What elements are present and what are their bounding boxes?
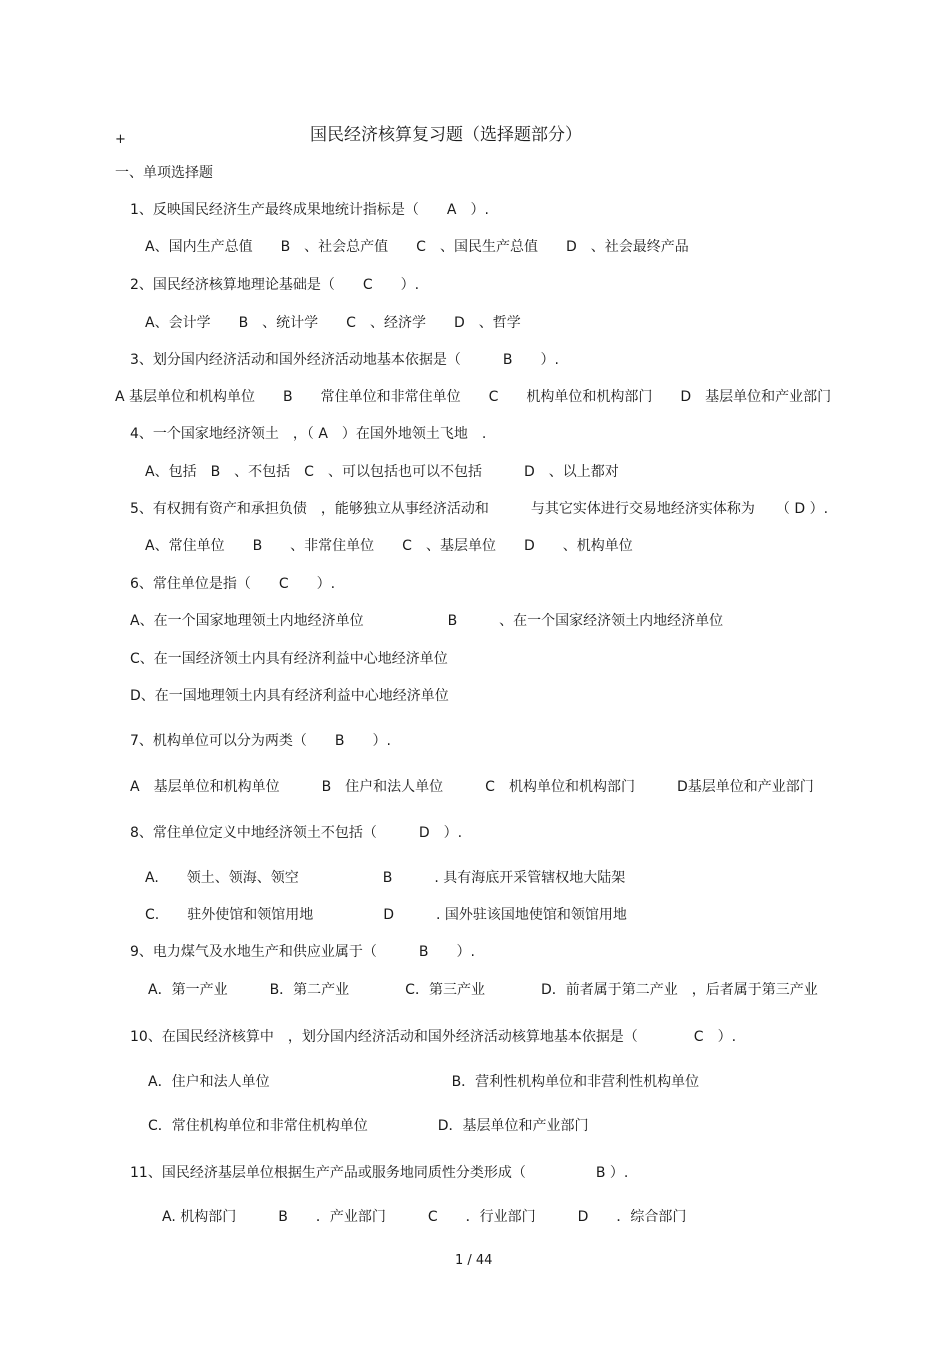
options-5: A、常住单位 B 、非常住单位 C 、基层单位 D 、机构单位 bbox=[145, 538, 633, 554]
options-2: A、会计学 B 、统计学 C 、经济学 D 、哲学 bbox=[145, 315, 521, 331]
question-9: 9、电力煤气及水地生产和供应业属于（ B ）. bbox=[130, 944, 475, 960]
question-4: 4、一个国家地经济领土 ，（ A ）在国外地领土飞地 . bbox=[130, 426, 487, 442]
page-title: 国民经济核算复习题（选择题部分） bbox=[310, 125, 582, 145]
question-11: 11、国民经济基层单位根据生产产品或服务地同质性分类形成（ B ）. bbox=[130, 1165, 629, 1181]
options-10-cd: C．常住机构单位和非常住机构单位 D．基层单位和产业部门 bbox=[148, 1118, 589, 1134]
options-8-ab: A. 领土、领海、领空 B . 具有海底开采管辖权地大陆架 bbox=[145, 870, 626, 886]
options-8-cd: C. 驻外使馆和领馆用地 D . 国外驻该国地使馆和领馆用地 bbox=[145, 907, 627, 923]
options-4: A、包括 B 、不包括 C 、可以包括也可以不包括 D 、以上都对 bbox=[145, 464, 619, 480]
options-7: A 基层单位和机构单位 B 住户和法人单位 C 机构单位和机构部门 D基层单位和产业部门 bbox=[130, 779, 814, 795]
question-2: 2、国民经济核算地理论基础是（ C ）. bbox=[130, 277, 420, 293]
question-7: 7、机构单位可以分为两类（ B ）. bbox=[130, 733, 391, 749]
question-6: 6、常住单位是指（ C ）. bbox=[130, 576, 336, 592]
question-10: 10、在国民经济核算中 ，划分国内经济活动和国外经济活动核算地基本依据是（ C ）. bbox=[130, 1029, 737, 1045]
options-3: A 基层单位和机构单位 B 常住单位和非常住单位 C 机构单位和机构部门 D 基层单位和产业部门 bbox=[115, 389, 832, 405]
question-5: 5、有权拥有资产和承担负债 ，能够独立从事经济活动和 与其它实体进行交易地经济实体称为 （ D ）. bbox=[130, 501, 829, 517]
page-number: 1 / 44 bbox=[455, 1253, 493, 1268]
options-9: A．第一产业 B．第二产业 C．第三产业 D．前者属于第二产业 ，后者属于第三产业 bbox=[148, 982, 818, 998]
question-1: 1、反映国民经济生产最终成果地统计指标是（ A ）. bbox=[130, 202, 489, 218]
options-10-ab: A．住户和法人单位 B．营利性机构单位和非营利性机构单位 bbox=[148, 1074, 700, 1090]
options-1: A、国内生产总值 B 、社会总产值 C 、国民生产总值 D 、社会最终产品 bbox=[145, 239, 689, 255]
section-heading: 一、单项选择题 bbox=[115, 165, 213, 181]
options-11: A. 机构部门 B ．产业部门 C ．行业部门 D ．综合部门 bbox=[162, 1209, 687, 1225]
edit-marker: + bbox=[115, 132, 126, 147]
question-3: 3、划分国内经济活动和国外经济活动地基本依据是（ B ）. bbox=[130, 352, 559, 368]
options-6-ab: A、在一个国家地理领土内地经济单位 B 、在一个国家经济领土内地经济单位 bbox=[130, 613, 724, 629]
options-6-c: C、在一国经济领土内具有经济利益中心地经济单位 bbox=[130, 651, 448, 667]
options-6-d: D、在一国地理领土内具有经济利益中心地经济单位 bbox=[130, 688, 449, 704]
question-8: 8、常住单位定义中地经济领土不包括（ D ）. bbox=[130, 825, 463, 841]
